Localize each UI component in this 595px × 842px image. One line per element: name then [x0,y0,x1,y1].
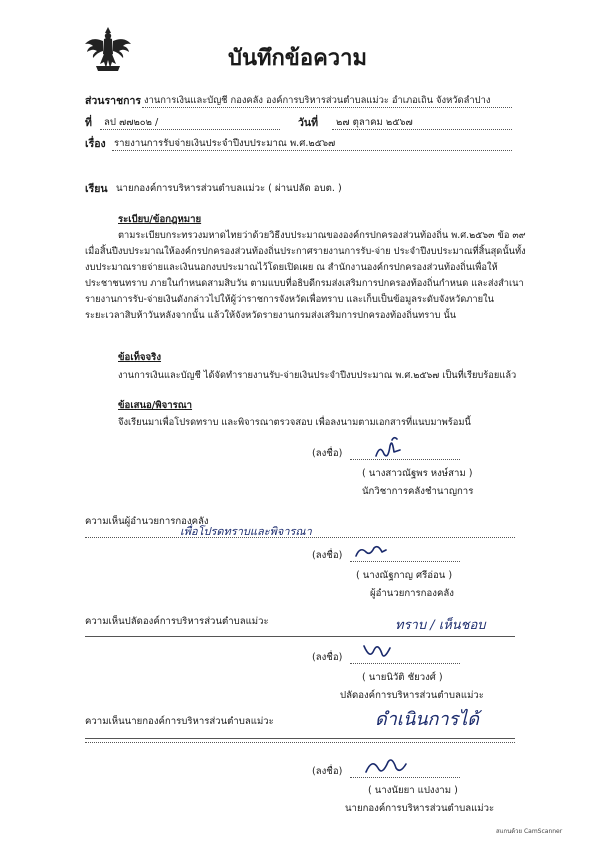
staff-sign-line [350,459,460,460]
mayor-position: นายกองค์การบริหารส่วนตำบลแม่วะ [345,803,495,814]
finance-opinion-label: ความเห็นผู้อำนวยการกองคลัง [85,516,209,527]
finance-signature [352,540,392,562]
agency-label: ส่วนราชการ [85,95,142,107]
mayor-sign-label: (ลงชื่อ) [312,766,343,777]
mayor-opinion-label: ความเห็นนายกองค์การบริหารส่วนตำบลแม่วะ [85,716,274,727]
rules-line-4: ประชาชนทราบ ภายในกำหนดสามสิบวัน ตามแบบที่อธิบดีกรมส่งเสริมการปกครองท้องถิ่นกำหนด และส่งสำเนา [85,278,524,289]
proposal-heading: ข้อเสนอ/พิจารณา [118,400,193,411]
deputy-position: ปลัดองค์การบริหารส่วนตำบลแม่วะ [340,690,484,701]
finance-name: ( นางณัฐกาญ ศรีอ่อน ) [356,570,453,581]
deputy-sign-label: (ลงชื่อ) [312,652,343,663]
subject-label: เรื่อง [85,138,106,150]
to-value: นายกองค์การบริหารส่วนตำบลแม่วะ ( ผ่านปลัด อบต. ) [116,183,342,194]
mayor-name: ( นางนัยยา แปงงาม ) [368,785,458,796]
rules-line-5: รายงานการรับ-จ่ายเงินดังกล่าวไปให้ผู้ว่าราชการจังหวัดเพื่อทราบ และเก็บเป็นข้อมูลระดับจังหวัดภายใน [85,294,494,305]
rules-line-3: งบประมาณรายจ่ายและเงินนอกงบประมาณไว้โดยเปิดเผย ณ สำนักงานองค์กรปกครองส่วนท้องถิ่นเพื่อให้ [85,262,498,273]
finance-position: ผู้อำนวยการกองคลัง [370,588,454,599]
ref-label: ที่ [85,117,92,129]
date-value: ๒๗ ตุลาคม ๒๕๖๗ [336,117,413,128]
rules-line-1: ตามระเบียบกระทรวงมหาดไทยว่าด้วยวิธีงบประมาณขององค์กรปกครองส่วนท้องถิ่น พ.ศ.๒๕๖๓ ข้อ ๓๙ [118,230,526,241]
deputy-sign-line [350,663,460,664]
finance-sign-line [350,561,460,562]
staff-name: ( นางสาวณัฐพร หงษ์สาม ) [362,468,473,479]
subject-value: รายงานการรับจ่ายเงินประจำปีงบประมาณ พ.ศ.๒๕๖๗ [114,138,336,149]
to-label: เรียน [85,183,108,195]
deputy-opinion-label: ความเห็นปลัดองค์การบริหารส่วนตำบลแม่วะ [85,616,269,627]
deputy-name: ( นายนิวัติ ชัยวงศ์ ) [362,672,443,683]
mayor-opinion-handwritten: ดำเนินการได้ [375,709,479,730]
mayor-opinion-line-2 [85,742,515,743]
agency-value: งานการเงินและบัญชี กองคลัง องค์การบริหารส่วนตำบลแม่วะ อำเภอเถิน จังหวัดลำปาง [144,95,491,106]
deputy-opinion-handwritten: ทราบ / เห็นชอบ [395,618,486,633]
ref-value: ลป ๗๗๒๐๒ / [104,117,159,128]
subject-underline [112,150,512,151]
rules-line-6: ระยะเวลาสิบห้าวันหลังจากนั้น แล้วให้จังหวัดรายงานกรมส่งเสริมการปกครองท้องถิ่นทราบ นั้น [85,310,457,321]
finance-sign-label: (ลงชื่อ) [312,550,343,561]
finance-opinion-line-1 [85,537,515,538]
date-label: วันที่ [298,117,318,129]
finance-opinion-handwritten: เพื่อโปรดทราบและพิจารณา [180,525,312,538]
memo-title: บันทึกข้อความ [227,46,367,71]
rules-heading: ระเบียบ/ข้อกฎหมาย [118,214,202,225]
deputy-signature [360,640,400,664]
proposal-text: จึงเรียนมาเพื่อโปรดทราบ และพิจารณาตรวจสอบ เพื่อลงนามตามเอกสารที่แนบมาพร้อมนี้ [118,417,471,428]
mayor-opinion-line [85,738,515,739]
rules-line-2: เมื่อสิ้นปีงบประมาณให้องค์กรปกครองส่วนท้องถิ่นประกาศรายงานการรับ-จ่าย ประจำปีงบประมาณที่สิ้นสุดนั้นทั้ง [85,246,526,257]
agency-underline [142,107,512,108]
facts-heading: ข้อเท็จจริง [118,352,162,363]
facts-text: งานการเงินและบัญชี ได้จัดทำรายงานรับ-จ่ายเงินประจำปีงบประมาณ พ.ศ.๒๕๖๗ เป็นที่เรียบร้อยแล้ว [118,370,517,381]
ref-underline [100,129,280,130]
mayor-sign-line [350,777,460,778]
staff-position: นักวิชาการคลังชำนาญการ [362,486,474,497]
staff-sign-label: (ลงชื่อ) [312,448,343,459]
mayor-signature [362,752,412,780]
date-underline [332,129,512,130]
scanner-mark: สแกนด้วย CamScanner [496,828,563,835]
deputy-opinion-line [85,636,515,637]
